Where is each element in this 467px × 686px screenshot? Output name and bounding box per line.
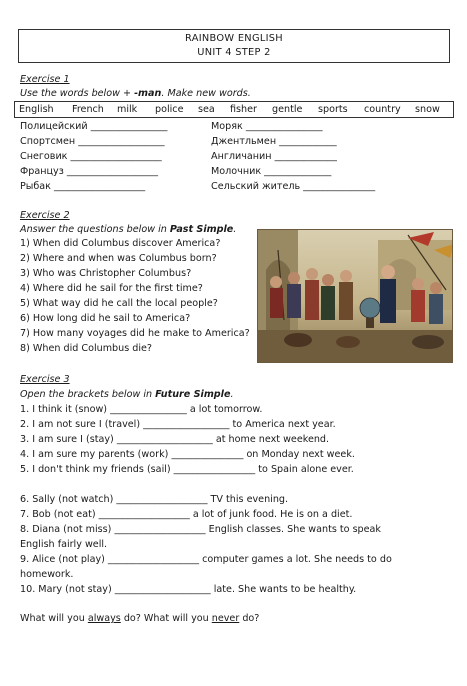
instr-text: . Make new words. — [161, 88, 251, 99]
word: sports — [318, 104, 348, 115]
exercise-3-heading: Exercise 3 — [20, 374, 70, 385]
instr-text: . — [233, 224, 237, 235]
task-left-4: Француз ___________________ — [20, 166, 158, 177]
exercise-1-heading: Exercise 1 — [20, 74, 70, 85]
sentence-4: 4. I am sure my parents (work) _______________ on Monday next week. — [20, 449, 355, 460]
word: French — [72, 104, 104, 115]
closing-text: What will you — [20, 613, 88, 624]
word: sea — [198, 104, 215, 115]
closing-text: do? What will you — [120, 613, 212, 624]
question-4: 4) Where did he sail for the first time? — [20, 283, 203, 294]
columbus-painting-image — [257, 229, 453, 363]
question-3: 3) Who was Christopher Columbus? — [20, 268, 192, 279]
title-line-2: UNIT 4 STEP 2 — [197, 47, 271, 58]
question-8: 8) When did Columbus die? — [20, 343, 153, 354]
exercise-3-instruction — [20, 389, 234, 401]
closing-text: do? — [239, 613, 260, 624]
instr-text: Open the brackets below in — [20, 389, 156, 400]
word: gentle — [272, 104, 303, 115]
task-right-1: Моряк ________________ — [211, 121, 323, 132]
task-right-2: Джентльмен ____________ — [211, 136, 337, 147]
question-5: 5) What way did he call the local people? — [20, 298, 218, 309]
title-box — [18, 29, 450, 63]
sentence-1: 1. I think it (snow) ________________ a lot tomorrow. — [20, 404, 263, 415]
instr-bold: -man — [134, 88, 162, 99]
task-right-5: Сельский житель _______________ — [211, 181, 376, 192]
word: milk — [117, 104, 138, 115]
question-1: 1) When did Columbus discover America? — [20, 238, 221, 249]
word: country — [364, 104, 401, 115]
exercise-2-instruction — [20, 224, 236, 236]
painting-illustration — [258, 230, 453, 363]
question-6: 6) How long did he sail to America? — [20, 313, 191, 324]
instr-text: Use the words below + — [20, 88, 135, 99]
instr-bold: Future Simple — [155, 389, 231, 400]
sentence-5: 5. I don't think my friends (sail) _________________ to Spain alone ever. — [20, 464, 354, 475]
closing-question — [20, 613, 259, 625]
sentence-2: 2. I am not sure I (travel) __________________ to America next year. — [20, 419, 336, 430]
task-left-2: Спортсмен __________________ — [20, 136, 165, 147]
exercise-1-instruction — [20, 88, 251, 100]
task-right-3: Англичанин _____________ — [211, 151, 337, 162]
task-right-4: Молочник ______________ — [211, 166, 332, 177]
task-left-3: Снеговик ___________________ — [20, 151, 162, 162]
sentence-9-cont: homework. — [20, 569, 74, 580]
title-line-1: RAINBOW ENGLISH — [185, 33, 283, 44]
word: police — [155, 104, 184, 115]
sentence-3: 3. I am sure I (stay) ____________________ at home next weekend. — [20, 434, 330, 445]
instr-text: . — [230, 389, 234, 400]
sentence-7: 7. Bob (not eat) ___________________ a lot of junk food. He is on a diet. — [20, 509, 353, 520]
word: snow — [415, 104, 440, 115]
closing-underlined: never — [211, 613, 240, 624]
word-box — [14, 101, 454, 118]
sentence-6: 6. Sally (not watch) ___________________ TV this evening. — [20, 494, 289, 505]
closing-underlined: always — [87, 613, 121, 624]
task-left-1: Полицейский ________________ — [20, 121, 168, 132]
sentence-9: 9. Alice (not play) ___________________ computer games a lot. She needs to do — [20, 554, 392, 565]
sentence-8-cont: English fairly well. — [20, 539, 108, 550]
question-7: 7) How many voyages did he make to America? — [20, 328, 250, 339]
sentence-10: 10. Mary (not stay) ____________________ late. She wants to be healthy. — [20, 584, 357, 595]
word: English — [19, 104, 54, 115]
question-2: 2) Where and when was Columbus born? — [20, 253, 217, 264]
word: fisher — [230, 104, 257, 115]
instr-bold: Past Simple — [169, 224, 234, 235]
exercise-2-heading: Exercise 2 — [20, 210, 70, 221]
instr-text: Answer the questions below in — [20, 224, 170, 235]
task-left-5: Рыбак ___________________ — [20, 181, 146, 192]
sentence-8: 8. Diana (not miss) ___________________ English classes. She wants to speak — [20, 524, 381, 535]
